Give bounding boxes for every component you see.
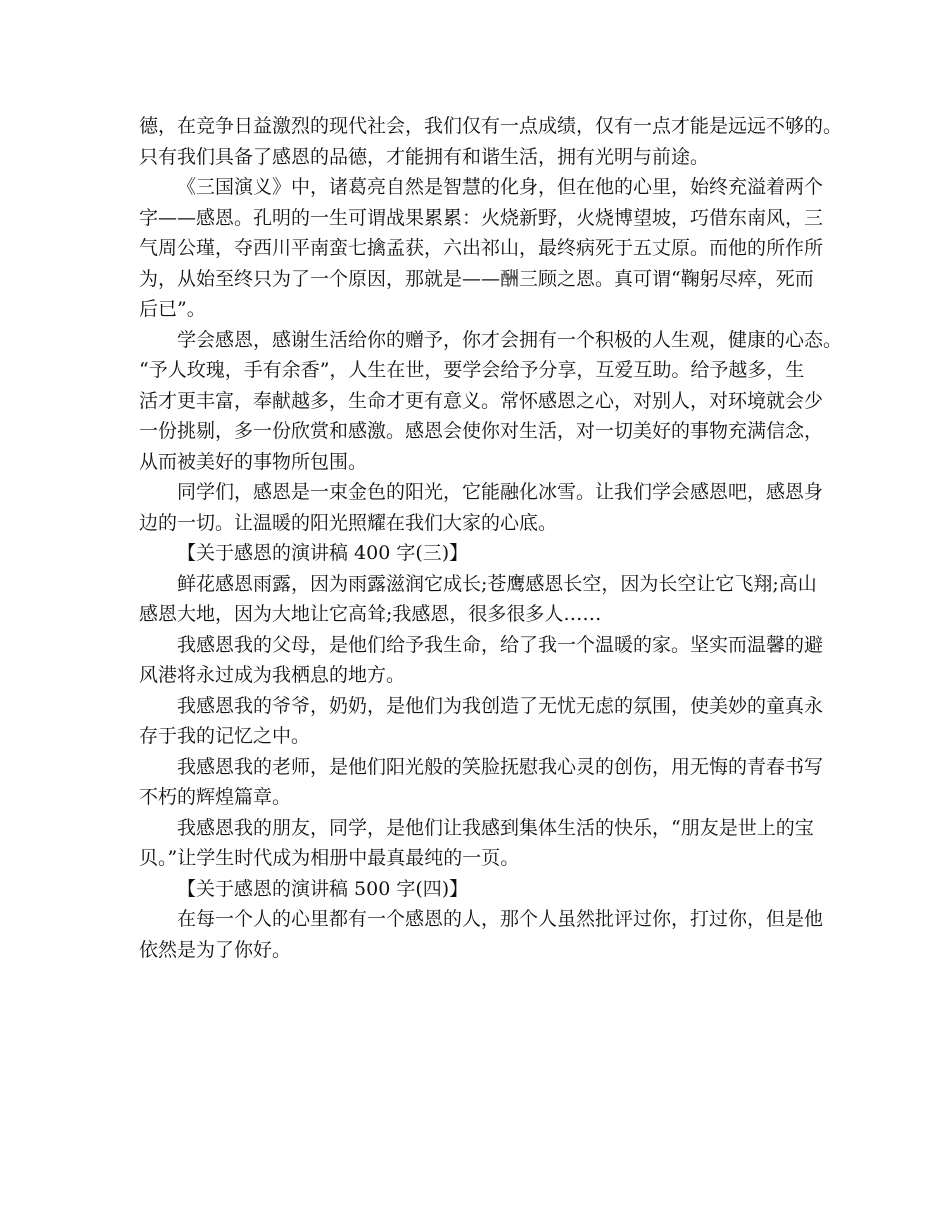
text-line: 活才更丰富，奉献越多，生命才更有意义。常怀感恩之心，对别人，对环境就会少 <box>139 389 824 412</box>
text-line: 从而被美好的事物所包围。 <box>139 450 368 473</box>
text-line: 一份挑剔，多一份欣赏和感激。感恩会使你对生活，对一切美好的事物充满信念， <box>139 420 824 442</box>
text-line: “予人玫瑰，手有余香”，人生在世，要学会给予分享，互爱互助。给予越多，生 <box>139 359 805 381</box>
text-line: 感恩大地，因为大地让它高耸;我感恩，很多很多人…… <box>139 603 602 625</box>
text-line: 为，从始至终只为了一个原因，那就是——酬三顾之恩。真可谓“鞠躬尽瘁，死而 <box>139 267 814 290</box>
text-line: 后已”。 <box>139 298 206 320</box>
text-line: 依然是为了你好。 <box>139 938 292 961</box>
text-line: 【关于感恩的演讲稿 500 字(四)】 <box>177 877 469 900</box>
text-line: 风港将永过成为我栖息的地方。 <box>139 664 406 686</box>
text-line: 不朽的辉煌篇章。 <box>139 786 292 808</box>
text-line: 德，在竞争日益激烈的现代社会，我们仅有一点成绩，仅有一点才能是远远不够的。 <box>139 115 843 137</box>
text-line: 【关于感恩的演讲稿 400 字(三)】 <box>177 542 469 564</box>
text-line: 存于我的记忆之中。 <box>139 725 311 747</box>
text-line: 贝。”让学生时代成为相册中最真最纯的一页。 <box>139 847 520 869</box>
text-line: 气周公瑾，夺西川平南蛮七擒孟获，六出祁山，最终病死于五丈原。而他的所作所 <box>139 237 824 259</box>
document-body <box>139 111 843 965</box>
text-line: 边的一切。让温暖的阳光照耀在我们大家的心底。 <box>139 511 558 534</box>
text-line: 我感恩我的老师，是他们阳光般的笑脸抚慰我心灵的创伤，用无悔的青春书写 <box>177 755 824 778</box>
text-line: 《三国演义》中，诸葛亮自然是智慧的化身，但在他的心里，始终充溢着两个 <box>177 176 824 198</box>
text-line: 我感恩我的父母，是他们给予我生命，给了我一个温暖的家。坚实而温馨的避 <box>177 633 824 656</box>
text-line: 只有我们具备了感恩的品德，才能拥有和谐生活，拥有光明与前途。 <box>139 145 710 168</box>
text-line: 在每一个人的心里都有一个感恩的人，那个人虽然批评过你，打过你，但是他 <box>177 908 824 930</box>
text-line: 学会感恩，感谢生活给你的赠予，你才会拥有一个积极的人生观，健康的心态。 <box>177 328 843 351</box>
text-line: 同学们，感恩是一束金色的阳光，它能融化冰雪。让我们学会感恩吧，感恩身 <box>177 481 824 503</box>
text-line: 我感恩我的爷爷，奶奶，是他们为我创造了无忧无虑的氛围，使美妙的童真永 <box>177 694 824 717</box>
text-line: 我感恩我的朋友，同学，是他们让我感到集体生活的快乐，“朋友是世上的宝 <box>177 816 814 839</box>
text-line: 字——感恩。孔明的一生可谓战果累累：火烧新野，火烧博望坡，巧借东南风，三 <box>139 206 824 229</box>
text-line: 鲜花感恩雨露，因为雨露滋润它成长;苍鹰感恩长空，因为长空让它飞翔;高山 <box>177 572 817 595</box>
